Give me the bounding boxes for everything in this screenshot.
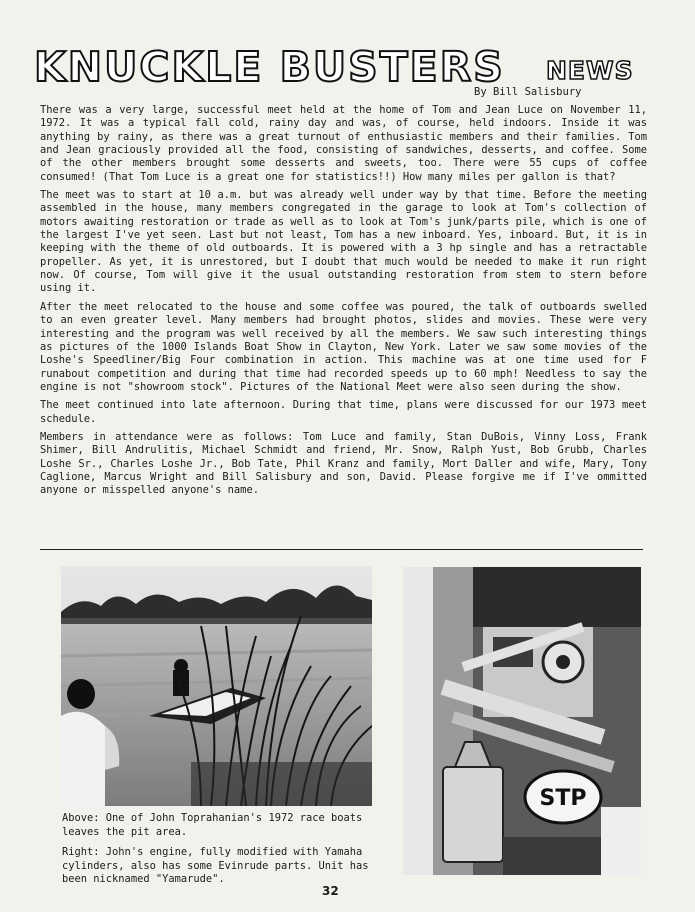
article-paragraph: Members in attendance were as follows: Tom Luce and family, Stan DuBois, Vinny Loss, Frank Shimer, Bill Andrulitis, Michael Schmidt and friend, Mr. Snow, Ralph Yust, Bob Grubb, Charles Loshe Sr., Charles Loshe Jr., Bob Tate, Phil Kranz and family, Mort Daller and wife, Mary, Tony Caglione, Marcus Wright and Bill Salisbury and son, David. Please forgive me if I've ommitted anyone or misspelled anyone's name. bbox=[40, 430, 647, 497]
caption-above: Above: One of John Toprahanian's 1972 race boats leaves the pit area. bbox=[62, 812, 363, 838]
section-divider bbox=[40, 549, 643, 550]
article-paragraph: The meet was to start at 10 a.m. but was already well under way by that time. Before the meeting assembled in the house, many members congregated in the garage to look at Tom's collection of motors awaiting restoration or trade as well as to look at Tom's junk/parts pile, which is one of the largest I've yet seen. Last but not least, Tom has a new inboard. Yes, inboard. But, it is in keeping with the theme of old outboards. It is powered with a 3 hp single and has a retractable propeller. As yet, it is unrestored, but I doubt that much would be needed to make it run right now. Of course, Tom will give it the usual outstanding restoration from stem to stern before using it. bbox=[40, 189, 647, 295]
stp-logo-text: STP bbox=[539, 786, 587, 811]
masthead bbox=[34, 44, 654, 90]
article-paragraph: There was a very large, successful meet held at the home of Tom and Jean Luce on November 11, 1972. It was a typical fall cold, rainy day and was, of course, held indoors. Inside it was anything by rainy, as there was a great turnout of enthusiastic members and their families. Tom and Jean graciously provided all the food, consisting of sandwiches, desserts, and coffee. Some of the other members brought some desserts and sweets, too. There were 55 cups of coffee consumed! (That Tom Luce is a great one for statistics!!) How many miles per gallon is that? bbox=[40, 104, 647, 183]
engine-photo-image bbox=[403, 567, 641, 875]
article-paragraph: The meet continued into late afternoon. During that time, plans were discussed for our 1973 meet schedule. bbox=[40, 399, 647, 425]
engine-photo bbox=[403, 567, 641, 875]
masthead-news: NEWS bbox=[546, 56, 634, 85]
article-body bbox=[40, 104, 647, 503]
race-boat-photo bbox=[61, 566, 372, 806]
race-boat-photo-image bbox=[61, 566, 372, 806]
caption-right: Right: John's engine, fully modified with Yamaha cylinders, also has some Evinrude parts. Unit has been nicknamed "Yamarude". bbox=[62, 846, 369, 885]
article-paragraph: After the meet relocated to the house and some coffee was poured, the talk of outboards swelled to an even greater level. Many members had brought photos, slides and movies. These were very interesting and the program was well received by all the members. We saw such interesting things as pictures of the 1000 Islands Boat Show in Clayton, New York. Later we saw some movies of the Loshe's Speedliner/Big Four combination in action. This machine was at one time used for F runabout competition and during that time had recorded speeds up to 60 mph! Needless to say the engine is not "showroom stock". Pictures of the National Meet were also seen during the show. bbox=[40, 300, 647, 393]
byline: By Bill Salisbury bbox=[474, 86, 582, 98]
page-number: 32 bbox=[322, 884, 339, 898]
masthead-title: KNUCKLE BUSTERS bbox=[34, 43, 505, 91]
